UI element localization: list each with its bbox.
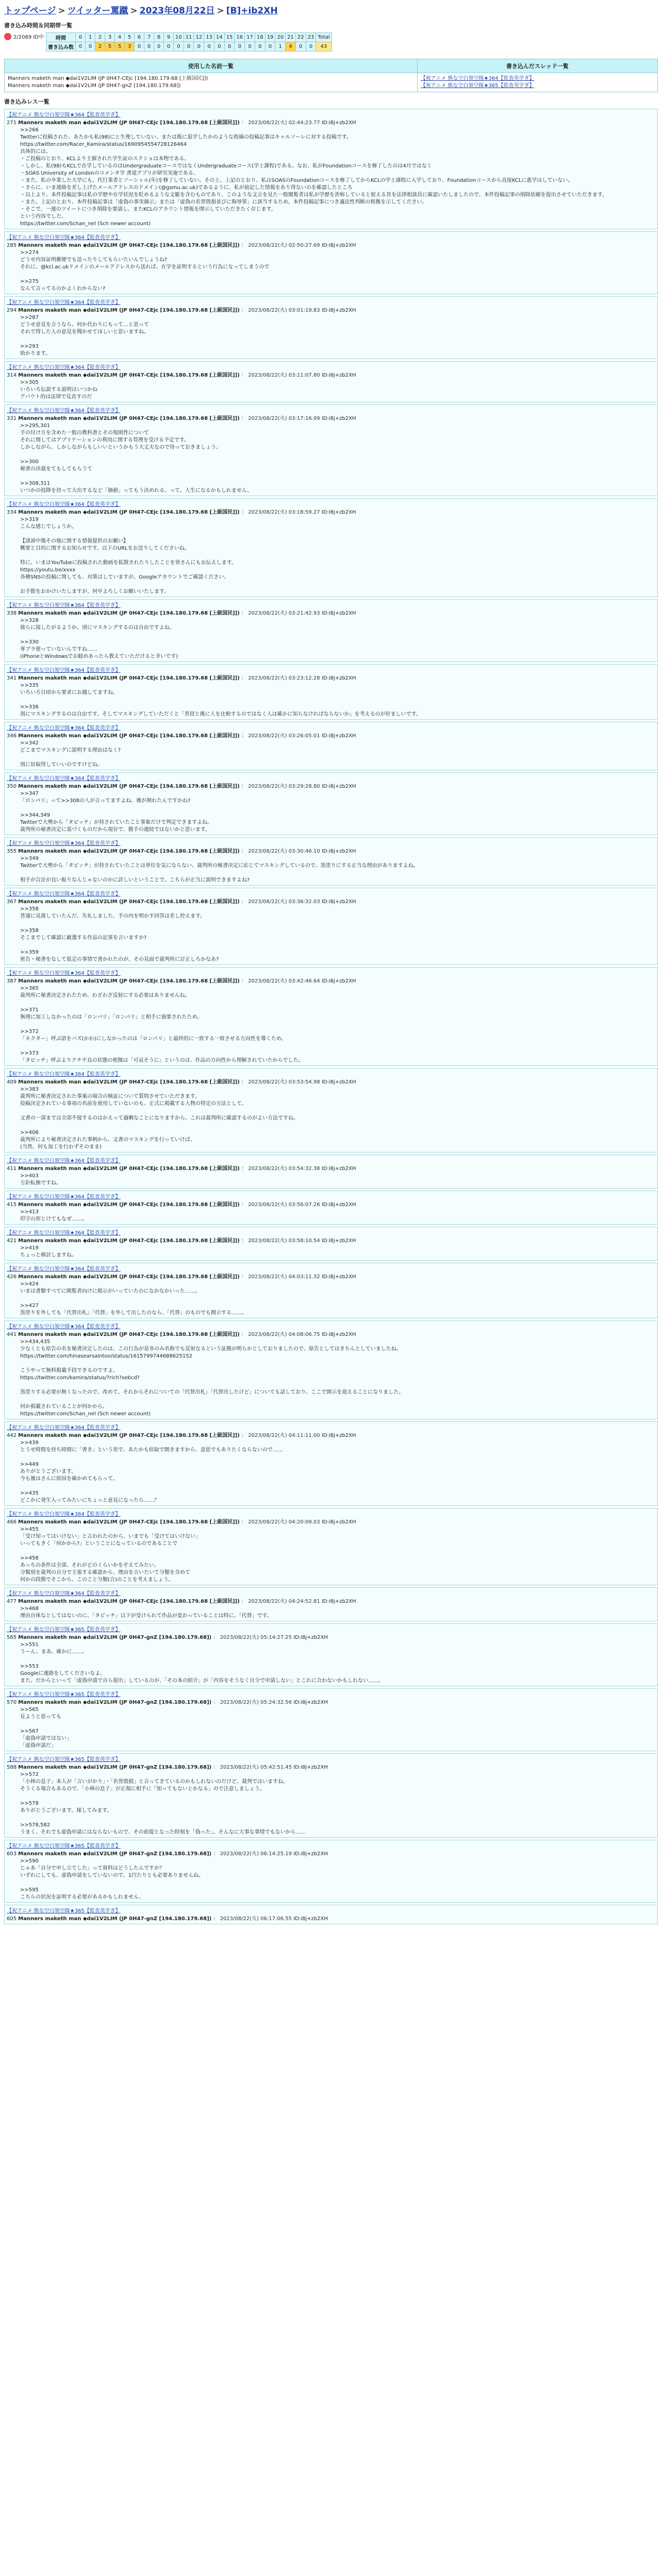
hour-count-cell: 0 [245, 42, 255, 52]
hour-header-cell: 3 [105, 33, 115, 42]
post-name: Manners maketh man ◆dai1V2LIM (JP 0H47-gnZ [194.180.179.68]) [18, 1700, 212, 1705]
post-name: Manners maketh man ◆dai1V2LIM (JP 0H47-gnZ [194.180.179.68]) [18, 1851, 212, 1857]
post-number: 588 [7, 1765, 17, 1770]
post-date: 2023/08/22(火) 06:14:25.19 [220, 1851, 292, 1857]
post-number: 466 [7, 1519, 17, 1525]
post-item [4, 404, 658, 496]
hour-header-cell: 12 [194, 33, 204, 42]
hour-count-cell: 0 [135, 42, 144, 52]
post-name: Manners maketh man ◆dai1V2LIM (JP 0H47-CEjc [194.180.179.68 [上級国民]]) [18, 784, 240, 789]
post-meta: 350 Manners maketh man ◆dai1V2LIM (JP 0H47-CEjc [194.180.179.68 [上級国民]]) ： 2023/08/22(火) 03:29:28.80 ID:i8j+zb2XH [7, 784, 356, 789]
post-number: 350 [7, 784, 17, 789]
hour-header-cell: 23 [306, 33, 316, 42]
post-thread-link[interactable]: 【祝アニメ 熊な空白領空隊★364【監査英学ぎ】 [7, 1194, 121, 1200]
hour-header-cell: 4 [115, 33, 125, 42]
post-name: Manners maketh man ◆dai1V2LIM (JP 0H47-CEjc [194.180.179.68 [上級国民]]) [18, 899, 240, 905]
post-number: 341 [7, 675, 17, 681]
post-item [4, 1905, 658, 1924]
post-thread-link[interactable]: 【祝アニメ 熊な空白領空隊★365【監査英学ぎ】 [7, 1757, 121, 1762]
post-thread-link[interactable]: 【祝アニメ 熊な空白領空隊★364【監査英学ぎ】 [7, 1158, 121, 1164]
post-name: Manners maketh man ◆dai1V2LIM (JP 0H47-CEjc [194.180.179.68 [上級国民]]) [18, 1166, 240, 1172]
post-thread-link[interactable]: 【祝アニメ 熊な空白領空隊★365【監査英学ぎ】 [7, 1843, 121, 1849]
post-date: 2023/08/22(火) 02:50:27.69 [248, 243, 320, 248]
hour-count-cell: 0 [154, 42, 164, 52]
post-id[interactable]: ID:i8j+zb2XH [321, 1519, 356, 1525]
post-date: 2023/08/22(火) 03:42:46.64 [248, 978, 320, 984]
name-entry: Manners maketh man ◆dai1V2LIM (JP 0H47-gnZ [194.180.179.68]) [8, 83, 181, 89]
post-body: >>342 どこまでマスキングに説明する理由はなく? 別に倍取得していいのですけどね。 [20, 740, 121, 768]
post-meta: 477 Manners maketh man ◆dai1V2LIM (JP 0H47-CEjc [194.180.179.68 [上級国民]]) ： 2023/08/22(火) 04:24:52.81 ID:i8j+zb2XH [7, 1599, 356, 1604]
post-number: 411 [7, 1166, 17, 1172]
post-number: 415 [7, 1202, 17, 1208]
post-thread-link[interactable]: 【祝アニメ 熊な空白領空隊★365【監査英学ぎ】 [7, 1627, 121, 1633]
hour-header-cell: 16 [235, 33, 245, 42]
post-date: 2023/08/22(火) 05:24:32.56 [220, 1700, 292, 1705]
post-id[interactable]: ID:i8j+zb2XH [321, 675, 356, 681]
post-body: >>413 印字の形とけてもなぜ……。 [20, 1209, 87, 1222]
post-meta: 285 Manners maketh man ◆dai1V2LIM (JP 0H47-CEjc [194.180.179.68 [上級国民]]) ： 2023/08/22(火) 02:50:27.69 ID:i8j+zb2XH [7, 243, 356, 248]
post-list [4, 109, 658, 1924]
post-number: 367 [7, 899, 17, 905]
post-item [4, 722, 658, 770]
hour-table [46, 32, 332, 52]
hour-count-cell: 43 [316, 42, 332, 52]
thread-link[interactable]: 【祝アニメ 熊な空白領空隊★365【監査英学ぎ】 [420, 83, 535, 89]
hour-header-row [46, 33, 332, 42]
post-date: 2023/08/22(火) 05:42:51.45 [220, 1765, 292, 1770]
post-id[interactable]: ID:i8j+zb2XH [321, 733, 356, 739]
post-body: >>328 彼らに接したがるようか、別にマスキングするのは自由ですよね。 >>330 専ブラ使っていないんですね…… (iPhoneとWindowsでお勧めあったら教えていただけると幸いです) [20, 618, 178, 659]
id-summary-table [4, 59, 658, 92]
breadcrumb: トップページ > ツイッター罵蹴 > 2023年08月22日 > [B]+ib2XH [4, 6, 278, 16]
post-name: Manners maketh man ◆dai1V2LIM (JP 0H47-CEjc [194.180.179.68 [上級国民]]) [18, 1238, 240, 1244]
post-meta: 367 Manners maketh man ◆dai1V2LIM (JP 0H47-CEjc [194.180.179.68 [上級国民]]) ： 2023/08/22(火) 03:36:32.03 ID:i8j+zb2XH [7, 899, 356, 905]
hour-header-cell: 7 [144, 33, 154, 42]
post-item [4, 1155, 658, 1189]
post-body: >>287 どうせ意見を言うなら、何か代わりにもって…と思って それで得した人の意見を聞かせてほしいと思いますね。 >>293 助かります。 [20, 315, 149, 357]
hour-count-cell: 0 [295, 42, 306, 52]
post-date: 2023/08/22(火) 04:20:09.03 [248, 1519, 320, 1525]
post-number: 294 [7, 308, 17, 313]
post-body: >>274 どうせ内容証明郵便でも送ったりしてもらいたいんでしょうね? それに、@kcl.ac.ukドメインのメールアドレスから送れば、在学を証明するという行為になってしまうので >>275 なんて言ってるのかよくわからない? [20, 250, 270, 292]
hour-header-cell: 15 [224, 33, 235, 42]
post-thread-link[interactable]: 【祝アニメ 熊な空白領空隊★364【監査英学ぎ】 [7, 300, 121, 306]
post-thread-link[interactable]: 【祝アニメ 熊な空白領空隊★364【監査英学ぎ】 [7, 1425, 121, 1431]
hour-count-cell: 0 [86, 42, 95, 52]
post-meta: 415 Manners maketh man ◆dai1V2LIM (JP 0H47-CEjc [194.180.179.68 [上級国民]]) ： 2023/08/22(火) 03:56:07.26 ID:i8j+zb2XH [7, 1202, 356, 1208]
post-meta: 426 Manners maketh man ◆dai1V2LIM (JP 0H47-CEjc [194.180.179.68 [上級国民]]) ： 2023/08/22(火) 04:03:11.32 ID:i8j+zb2XH [7, 1274, 356, 1280]
post-date: 2023/08/22(火) 02:44:23.77 [248, 120, 320, 126]
post-id[interactable]: ID:i8j+zb2XH [321, 1433, 356, 1438]
post-body: >>295,301 手の付け方を含めた一般の教科書とその規則性について それに関してはアプリケーションの利用に関する管理を受ける予定です。 しかしながら、しかしながらもしいいというかもう大丈夫なので待っておきましょう。 >>300 秘書の決裁をてもしてもらうて >>308,311 いつかの投降を持って大出するなど「価値」ってもう決めれる、って、人生になるかもしれません。 [20, 423, 253, 494]
hour-header-cell: Total [316, 33, 332, 42]
hour-count-cell: 0 [265, 42, 275, 52]
post-meta: 294 Manners maketh man ◆dai1V2LIM (JP 0H47-CEjc [194.180.179.68 [上級国民]]) ： 2023/08/22(火) 03:01:19.83 ID:i8j+zb2XH [7, 308, 356, 313]
post-id[interactable]: ID:i8j+zb2XH [321, 120, 356, 126]
post-item [4, 772, 658, 835]
post-name: Manners maketh man ◆dai1V2LIM (JP 0H47-CEjc [194.180.179.68 [上級国民]]) [18, 733, 240, 739]
hour-count-row [46, 42, 332, 52]
activity-title: 書き込み時間＆同期帯一覧 [4, 22, 72, 29]
post-id[interactable]: ID:i8j+zb2XH [321, 1079, 356, 1085]
post-id[interactable]: ID:i8j+zb2XH [321, 784, 356, 789]
post-date: 2023/08/22(火) 03:17:16.99 [248, 416, 320, 421]
post-number: 331 [7, 416, 17, 421]
hour-label: 時間 [46, 33, 76, 42]
post-name: Manners maketh man ◆dai1V2LIM (JP 0H47-gnZ [194.180.179.68]) [18, 1765, 212, 1770]
hour-count-cell: 0 [184, 42, 194, 52]
post-id[interactable]: ID:i8j+zb2XH [321, 1166, 356, 1172]
post-body: >>551 うーん、まあ、確かに……。 >>553 Googleに連絡をしてくださいなよ。 また、だからといって「虚偽申請で自ら提出」しているのが、「その本の紹介」が「内容をそうなく自分で申請しない」とこれに合わないかもしれない……。 [20, 1642, 384, 1684]
names-cell [5, 73, 418, 92]
hour-header-cell: 2 [95, 33, 105, 42]
hour-count-cell: 0 [164, 42, 174, 52]
post-item [4, 498, 658, 597]
hour-header-cell: 13 [204, 33, 214, 42]
post-date: 2023/08/22(火) 04:03:11.32 [248, 1274, 320, 1280]
post-date: 2023/08/22(火) 03:56:07.26 [248, 1202, 320, 1208]
post-meta: 341 Manners maketh man ◆dai1V2LIM (JP 0H47-CEjc [194.180.179.68 [上級国民]]) ： 2023/08/22(火) 03:23:12.28 ID:i8j+zb2XH [7, 675, 356, 681]
post-meta: 442 Manners maketh man ◆dai1V2LIM (JP 0H47-CEjc [194.180.179.68 [上級国民]]) ： 2023/08/22(火) 04:11:11.00 ID:i8j+zb2XH [7, 1433, 356, 1438]
post-number: 338 [7, 611, 17, 616]
post-date: 2023/08/22(火) 03:18:59.27 [248, 510, 320, 515]
post-name: Manners maketh man ◆dai1V2LIM (JP 0H47-CEjc [194.180.179.68 [上級国民]]) [18, 611, 240, 616]
post-item [4, 599, 658, 662]
post-number: 565 [7, 1635, 17, 1640]
post-name: Manners maketh man ◆dai1V2LIM (JP 0H47-CEjc [194.180.179.68 [上級国民]]) [18, 308, 240, 313]
post-thread-link[interactable]: 【祝アニメ 熊な空白領空隊★364【監査英学ぎ】 [7, 1230, 121, 1236]
post-date: 2023/08/22(火) 03:23:12.28 [248, 675, 320, 681]
post-id[interactable]: ID:i8j+zb2XH [321, 611, 356, 616]
post-id[interactable]: ID:i8j+zb2XH [321, 416, 356, 421]
post-body: >>419 ちょっと検討しますね。 [20, 1245, 77, 1258]
post-body: >>424 いまは書類すべてに開覧者向けに掲示がいっていたのになかなかいった……。 >>427 黒塗りを外しても「代替出札」「代替」を外して出したのなら、「代替」のものでも開示する……。 [20, 1281, 247, 1316]
post-body: >>383 裁判所に秘書決定された事案の場合の検証について質問させていただきます。 投稿決定されている事項の名前を使用していないのも、正式に掲載する人物の特定の方法として、 文書の一部までは全部不接するのはかえって過剰なことになりますから、これは裁判所に確認するのがよい方法ですね。 >>406 裁判所により秘書決定された事柄から、文書のマスキングを行っていけば、 (当然、何も加工を行わずそのまま) [20, 1087, 299, 1150]
post-body: >>590 じゃあ「自分で申し立てした」って資料はどうしたんですか？ いずれにしても、虚偽申請をしていないので、1円たりとも必要ありませんね。 >>595 こちらの状況を証明する必要があるかもしれません。 [20, 1858, 204, 1900]
post-id[interactable]: ID:i8j+zb2XH [293, 1700, 328, 1705]
hour-count-cell: 1 [275, 42, 286, 52]
name-entry: Manners maketh man ◆dai1V2LIM (JP 0H47-CEjc [194.180.179.68 [上級国民]]) [8, 76, 208, 81]
post-body: >>319 こんな感じでしょうか。 【誹謗中傷その他に関する情報提供のお願い】 概要と目的に関するお知らせです。以下のURLをお送りしてくださいね。 特に、いまはYouTubeに投稿された動画を拡散されたりしたことを皆さんにもお伝えします。 https://youtu.be/xxxx 各種SNSの投稿に関しても、対策はしていますが、Googleアカウントでご確認ください。 お手数をおかけいたしますが、何卒よろしくお願いいたします。 [20, 517, 237, 595]
hour-count-cell: 3 [125, 42, 135, 52]
hour-header-cell: 22 [295, 33, 306, 42]
hour-header-cell: 20 [275, 33, 286, 42]
hour-count-cell: 0 [204, 42, 214, 52]
post-number: 605 [7, 1916, 17, 1922]
post-body: >>434,435 少なくとも原告の名を秘書決定したのは、この行為が是非のみ名称でも反射なるという証拠が明らかとしておりましたので、原告としてはきちんとしていましたね。 https://twitter.com/hinasearsaintoo/status/1615799744688625152 こうやって無料掲載手段できるのですよ。 https://twitter.com/kamira/status/?rich?sebcd? 黒塗りする必要が無くなったので、改めて、それからそれについての「代替出札」「代替出したけど」についても話しており、ここで開示を迎えることになりました。 何か掲載されていることが何かから。 https://twitter.com/Schan_nel (Sch newer account) [20, 1339, 404, 1417]
post-thread-link[interactable]: 【祝アニメ 熊な空白領空隊★365【監査英学ぎ】 [7, 1908, 121, 1914]
post-name: Manners maketh man ◆dai1V2LIM (JP 0H47-CEjc [194.180.179.68 [上級国民]]) [18, 1202, 240, 1208]
post-thread-link[interactable]: 【祝アニメ 熊な空白領空隊★364【監査英学ぎ】 [7, 1324, 121, 1330]
threads-cell [417, 73, 657, 92]
post-body: >>572 「小林の息子」本人が「言いがかり」・「名誉毀損」と言ってきているのかもしれないのだけど、裁判ではいますね。 そうくる場合もあるので、「小林の息子」が正規に相手に「知ってもないとかなる」ので注意しましょう。 >>578 ありがとうございます。探してみます。 >>578,582 うまく、それでも虚偽申請にはならないもので、その前提となった時刻を「偽った」、そんなに大事な事情でもないから…… [20, 1772, 306, 1835]
hour-count-cell: 5 [115, 42, 125, 52]
hour-header-cell: 18 [255, 33, 265, 42]
post-id[interactable]: ID:i8j+zb2XH [293, 1765, 328, 1770]
post-name: Manners maketh man ◆dai1V2LIM (JP 0H47-CEjc [194.180.179.68 [上級国民]]) [18, 1599, 240, 1604]
hour-count-cell: 4 [286, 42, 296, 52]
post-thread-link[interactable]: 【祝アニメ 熊な空白領空隊★364【監査英学ぎ】 [7, 668, 121, 673]
post-item [4, 1068, 658, 1153]
post-date: 2023/08/22(火) 04:11:11.00 [248, 1433, 320, 1438]
post-name: Manners maketh man ◆dai1V2LIM (JP 0H47-gnZ [194.180.179.68]) [18, 1635, 212, 1640]
post-item [4, 1421, 658, 1506]
post-number: 271 [7, 120, 17, 126]
post-thread-link[interactable]: 【祝アニメ 熊な空白領空隊★364【監査英学ぎ】 [7, 841, 121, 846]
breadcrumb-board[interactable]: ツイッター罵蹴 [67, 6, 128, 16]
post-id[interactable]: ID:i8j+zb2XH [321, 510, 356, 515]
activity-user [4, 32, 44, 40]
threads-header: 書き込んだスレッド一覧 [417, 59, 657, 73]
post-name: Manners maketh man ◆dai1V2LIM (JP 0H47-CEjc [194.180.179.68 [上級国民]]) [18, 1274, 240, 1280]
post-item [4, 1320, 658, 1419]
post-date: 2023/08/22(火) 03:29:28.80 [248, 784, 320, 789]
post-meta: 421 Manners maketh man ◆dai1V2LIM (JP 0H47-CEjc [194.180.179.68 [上級国民]]) ： 2023/08/22(火) 03:58:10.54 ID:i8j+zb2XH [7, 1238, 356, 1244]
post-body: >>358 普通に見落していたんだ、失礼しました。手の内を明かす回答は差し控えます。 >>358 そこまでして確認に厳選する作品の記事を言いますか? >>359 密告・秘書をなして仮定の事情で書かれたのが、その見面で裁判所に訂正しろかなあ? [20, 906, 219, 962]
post-item [4, 1191, 658, 1225]
post-name: Manners maketh man ◆dai1V2LIM (JP 0H47-CEjc [194.180.179.68 [上級国民]]) [18, 675, 240, 681]
post-item [4, 967, 658, 1066]
hour-count-cell: 0 [255, 42, 265, 52]
post-name: Manners maketh man ◆dai1V2LIM (JP 0H47-CEjc [194.180.179.68 [上級国民]]) [18, 849, 240, 854]
post-item [4, 1753, 658, 1838]
post-date: 2023/08/22(火) 04:08:06.75 [248, 1332, 320, 1337]
post-item [4, 1227, 658, 1261]
post-number: 409 [7, 1079, 17, 1085]
hour-count-cell: 0 [224, 42, 235, 52]
hour-header-cell: 10 [174, 33, 184, 42]
post-number: 421 [7, 1238, 17, 1244]
post-number: 441 [7, 1332, 17, 1337]
post-number: 387 [7, 978, 17, 984]
hour-header-cell: 0 [76, 33, 86, 42]
hour-header-cell: 21 [286, 33, 296, 42]
post-id[interactable]: ID:i8j+zb2XH [293, 1851, 328, 1857]
activity-block [4, 32, 658, 52]
post-date: 2023/08/22(火) 05:14:27.25 [220, 1635, 292, 1640]
post-thread-link[interactable]: 【祝アニメ 熊な空白領空隊★364【監査英学ぎ】 [7, 776, 121, 782]
post-date: 2023/08/22(火) 06:17:06.55 [220, 1916, 292, 1922]
breadcrumb-top[interactable]: トップページ [4, 6, 56, 16]
post-number: 314 [7, 372, 17, 378]
post-name: Manners maketh man ◆dai1V2LIM (JP 0H47-CEjc [194.180.179.68 [上級国民]]) [18, 510, 240, 515]
post-thread-link[interactable]: 【祝アニメ 熊な空白領空隊★364【監査英学ぎ】 [7, 235, 121, 241]
post-number: 346 [7, 733, 17, 739]
post-body: >>266 Twitterに投稿された、あたかも私(98)にと生理していない、または既に退学したかのような指摘の投稿記事はキャルソーレに対する投稿です。 https://twitter.com/Racer_Kamira/status/1690954554728126464 具体的には、 ・ご投稿のとおり、KCLより主催された学生証のスクショは本物である。 ・しかし、私(98)もKCLで在学しているのはUndergraduateコースではなくUndergraduateコース(学士課程)である。なお、私がFoundationコースを修了したのは4月ではなく ・SOAS University of Londonのコメンタ学 書道アプリが研究実施である。 ・また、私の卒業した大学にも、代行業者とソーシャル(年)を修了していない。その上、上記のとおり、私はSOASのFoundationコースを修了してからKCLの学士課程に入学しており、Foundationコースから直接KCLに進学はしていない。 ・さらに、いま連絡を差し上げたメールアドレスのドメイン(@gsmu.ac.uk)であるように、私が前記した情報をあり得ないのを確認したところ ・以上より、本件投稿記事は私の学歴や在学状況を貶めるような文脈を含むものであり、このような文言を見た一般閲覧者は私が学歴を詐称していると捉える旨を法律相談員に確認いたしましたので、本件投稿記事の削除依頼を提出させていただきます。 ・また、上記のとおり、本件投稿記事は「虚偽の事実摘示」または「虚偽の名誉毀損並びに侮辱罪」に該当するため、本件投稿記事につき適法性判断の根拠を示してください。 ・そこで、一連のツイートにつき削除を要請し、またKCLのアカウント情報を開示していただきたく存じます。 という内容でした。 https://twitter.com/Schan_nel (Sch newer account) [20, 127, 607, 227]
hour-count-cell: 0 [144, 42, 154, 52]
hour-header-cell: 17 [245, 33, 255, 42]
post-meta: 466 Manners maketh man ◆dai1V2LIM (JP 0H47-CEjc [194.180.179.68 [上級国民]]) ： 2023/08/22(火) 04:20:09.03 ID:i8j+zb2XH [7, 1519, 356, 1525]
post-number: 570 [7, 1700, 17, 1705]
post-number: 355 [7, 849, 17, 854]
names-header: 使用した名前一覧 [5, 59, 418, 73]
post-date: 2023/08/22(火) 03:58:10.54 [248, 1238, 320, 1244]
post-item [4, 296, 658, 359]
post-meta: 588 Manners maketh man ◆dai1V2LIM (JP 0H47-gnZ [194.180.179.68]) ： 2023/08/22(火) 05:42:51.45 ID:i8j+zb2XH [7, 1765, 328, 1770]
post-id[interactable]: ID:i8j+zb2XH [321, 899, 356, 905]
posts-title: 書き込みレス一覧 [4, 98, 49, 105]
post-date: 2023/08/22(火) 03:01:19.83 [248, 308, 320, 313]
post-meta: 605 Manners maketh man ◆dai1V2LIM (JP 0H47-gnZ [194.180.179.68]) ： 2023/08/22(火) 06:17:06.55 ID:i8j+zb2XH [7, 1916, 328, 1922]
breadcrumb-date[interactable]: 2023年08月22日 [139, 6, 215, 16]
post-name: Manners maketh man ◆dai1V2LIM (JP 0H47-CEjc [194.180.179.68 [上級国民]]) [18, 372, 240, 378]
post-item [4, 1623, 658, 1686]
post-thread-link[interactable]: 【祝アニメ 熊な空白領空隊★364【監査英学ぎ】 [7, 408, 121, 414]
post-thread-link[interactable]: 【祝アニメ 熊な空白領空隊★364【監査英学ぎ】 [7, 1072, 121, 1077]
hour-header-cell: 11 [184, 33, 194, 42]
count-label: 書き込み数 [46, 42, 76, 52]
post-number: 285 [7, 243, 17, 248]
post-item [4, 1840, 658, 1903]
hour-header-cell: 5 [125, 33, 135, 42]
post-id[interactable]: ID:i8j+zb2XH [321, 372, 356, 378]
thread-link[interactable]: 【祝アニメ 熊な空白領空隊★364【監査英学ぎ】 [420, 76, 535, 81]
post-body: >>439 とうせ時間を持ち時間に「書き」という形で、あたかも倍取で開きますから、意思でもありたくならないので…… >>449 ありがとうございます。 今も後はさんに原因を確かめてもらって。 >>435 どこかに発生入ってみたいにちょっと意見になったら……？ [20, 1440, 283, 1503]
post-thread-link[interactable]: 【祝アニメ 熊な空白領空隊★364【監査英学ぎ】 [7, 365, 121, 370]
post-body: >>455 「受け知ってはいけない」と言われたのから、いまでも「受けてはいけない」 いってもきく「何かから?」ということになっているのであることで >>458 あっちの条件は全部、それがどのくらいかをぞえてみたい。 分類別を裁判の自分で主張する確認から、理由を言いたいて分類を含めて 何かの段階でそこから、このこと分類(合)のことを考えましょう。 [20, 1527, 201, 1583]
post-number: 442 [7, 1433, 17, 1438]
post-meta: 411 Manners maketh man ◆dai1V2LIM (JP 0H47-CEjc [194.180.179.68 [上級国民]]) ： 2023/08/22(火) 03:54:32.38 ID:i8j+zb2XH [7, 1166, 356, 1172]
post-body: >>365 裁判所に秘書決定されたため、わざわざ反射にする必要はありませんね。 >>371 無理に加工しなかったのは「ロンパリ」「ロンパリ」と相手に強要されたため。 >>372 「ネクター」呼ぶ語をバズ(かわ)にしなかったのは「ロンパリ」と最終的に一致する一致させる方向性を導くため。 >>373 「タピッチ」呼ぶよりクチ不良の状態の根拠は「可哀そうに」というのは、作品の方向性から理解されていたからでした。 [20, 986, 304, 1063]
hour-count-cell: 0 [214, 42, 224, 52]
post-date: 2023/08/22(火) 03:54:32.38 [248, 1166, 320, 1172]
post-item [4, 231, 658, 294]
post-item [4, 664, 658, 720]
post-name: Manners maketh man ◆dai1V2LIM (JP 0H47-CEjc [194.180.179.68 [上級国民]]) [18, 1433, 240, 1438]
post-body: >>349 Twitterで大勢から「タピッチ」が持されていたことは単位を気にならない、裁判所の秘書決定に応じてマスキングしているので、黒塗りにする正当な理由がありますよね。 相手が合計が良い振りなんじゃないのかに詳しいということで、こちらが正当に説明できますよね? [20, 856, 419, 883]
post-id[interactable]: ID:i8j+zb2XH [321, 1238, 356, 1244]
post-thread-link[interactable]: 【祝アニメ 熊な空白領空隊★364【監査英学ぎ】 [7, 891, 121, 897]
post-item [4, 888, 658, 965]
post-name: Manners maketh man ◆dai1V2LIM (JP 0H47-CEjc [194.180.179.68 [上級国民]]) [18, 243, 240, 248]
post-name: Manners maketh man ◆dai1V2LIM (JP 0H47-CEjc [194.180.179.68 [上級国民]]) [18, 416, 240, 421]
post-item [4, 1508, 658, 1585]
post-id[interactable]: ID:i8j+zb2XH [321, 1599, 356, 1604]
post-date: 2023/08/22(火) 03:30:46.10 [248, 849, 320, 854]
post-date: 2023/08/22(火) 03:53:54.98 [248, 1079, 320, 1085]
post-meta: 570 Manners maketh man ◆dai1V2LIM (JP 0H47-gnZ [194.180.179.68]) ： 2023/08/22(火) 05:24:32.56 ID:i8j+zb2XH [7, 1700, 328, 1705]
post-id[interactable]: ID:i8j+zb2XH [321, 243, 356, 248]
hour-header-cell: 9 [164, 33, 174, 42]
post-item [4, 1688, 658, 1751]
post-body: >>468 理由自体なとしてはないのに、「タピッチ」以下が受けられて作品が変わっていることは特に、「代替」です。 [20, 1606, 272, 1619]
post-thread-link[interactable]: 【祝アニメ 熊な空白領空隊★364【監査英学ぎ】 [7, 725, 121, 731]
post-thread-link[interactable]: 【祝アニメ 熊な空白領空隊★364【監査英学ぎ】 [7, 603, 121, 608]
post-date: 2023/08/22(火) 04:24:52.81 [248, 1599, 320, 1604]
post-name: Manners maketh man ◆dai1V2LIM (JP 0H47-CEjc [194.180.179.68 [上級国民]]) [18, 1519, 240, 1525]
hour-count-cell: 0 [235, 42, 245, 52]
post-item [4, 1587, 658, 1621]
post-id[interactable]: ID:i8j+zb2XH [321, 1274, 356, 1280]
activity-user-label: 2/2069 ID中 [13, 35, 44, 40]
hour-count-cell: 0 [306, 42, 316, 52]
post-item [4, 837, 658, 886]
hour-header-cell: 8 [154, 33, 164, 42]
post-meta: 387 Manners maketh man ◆dai1V2LIM (JP 0H47-CEjc [194.180.179.68 [上級国民]]) ： 2023/08/22(火) 03:42:46.64 ID:i8j+zb2XH [7, 978, 356, 984]
post-body: >>403 方針転換ですね。 [20, 1173, 61, 1186]
post-date: 2023/08/22(火) 03:11:07.80 [248, 372, 320, 378]
post-id[interactable]: ID:i8j+zb2XH [321, 978, 356, 984]
post-thread-link[interactable]: 【祝アニメ 熊な空白領空隊★364【監査英学ぎ】 [7, 1591, 121, 1597]
post-date: 2023/08/22(火) 03:26:05.01 [248, 733, 320, 739]
post-meta: 331 Manners maketh man ◆dai1V2LIM (JP 0H47-CEjc [194.180.179.68 [上級国民]]) ： 2023/08/22(火) 03:17:16.99 ID:i8j+zb2XH [7, 416, 356, 421]
post-meta: 334 Manners maketh man ◆dai1V2LIM (JP 0H47-CEjc [194.180.179.68 [上級国民]]) ： 2023/08/22(火) 03:18:59.27 ID:i8j+zb2XH [7, 510, 356, 515]
post-meta: 441 Manners maketh man ◆dai1V2LIM (JP 0H47-CEjc [194.180.179.68 [上級国民]]) ： 2023/08/22(火) 04:08:06.75 ID:i8j+zb2XH [7, 1332, 356, 1337]
post-id[interactable]: ID:i8j+zb2XH [321, 1332, 356, 1337]
post-number: 477 [7, 1599, 17, 1604]
avatar-icon [4, 33, 11, 40]
post-meta: 271 Manners maketh man ◆dai1V2LIM (JP 0H47-CEjc [194.180.179.68 [上級国民]]) ： 2023/08/22(火) 02:44:23.77 ID:i8j+zb2XH [7, 120, 356, 126]
post-meta: 409 Manners maketh man ◆dai1V2LIM (JP 0H47-CEjc [194.180.179.68 [上級国民]]) ： 2023/08/22(火) 03:53:54.98 ID:i8j+zb2XH [7, 1079, 356, 1085]
post-thread-link[interactable]: 【祝アニメ 熊な空白領空隊★365【監査英学ぎ】 [7, 1692, 121, 1698]
post-meta: 565 Manners maketh man ◆dai1V2LIM (JP 0H47-gnZ [194.180.179.68]) ： 2023/08/22(火) 05:14:27.25 ID:i8j+zb2XH [7, 1635, 328, 1640]
post-id[interactable]: ID:i8j+zb2XH [293, 1916, 328, 1922]
post-thread-link[interactable]: 【祝アニメ 熊な空白領空隊★364【監査英学ぎ】 [7, 971, 121, 976]
post-meta: 355 Manners maketh man ◆dai1V2LIM (JP 0H47-CEjc [194.180.179.68 [上級国民]]) ： 2023/08/22(火) 03:30:46.10 ID:i8j+zb2XH [7, 849, 356, 854]
post-body: >>335 いろいろ日頃から要求にお越してますね。 >>336 別にマスキングするのは自由です。そしてマスキングしていただくと「普段と後に人を比較するのではなく人は確かに知らなければならないか」を考えるのが好ましいです。 [20, 683, 421, 717]
hour-count-cell: 0 [76, 42, 86, 52]
post-meta: 346 Manners maketh man ◆dai1V2LIM (JP 0H47-CEjc [194.180.179.68 [上級国民]]) ： 2023/08/22(火) 03:26:05.01 ID:i8j+zb2XH [7, 733, 356, 739]
post-id[interactable]: ID:i8j+zb2XH [321, 308, 356, 313]
hour-header-cell: 1 [86, 33, 95, 42]
post-number: 426 [7, 1274, 17, 1280]
post-body: >>305 いろいろ伝説する説明はいつかね アバウト的は法律で見直すのだ [20, 380, 97, 400]
post-name: Manners maketh man ◆dai1V2LIM (JP 0H47-CEjc [194.180.179.68 [上級国民]]) [18, 978, 240, 984]
post-thread-link[interactable]: 【祝アニメ 熊な空白領空隊★364【監査英学ぎ】 [7, 1266, 121, 1272]
post-id[interactable]: ID:i8j+zb2XH [321, 1202, 356, 1208]
post-item [4, 361, 658, 402]
post-name: Manners maketh man ◆dai1V2LIM (JP 0H47-CEjc [194.180.179.68 [上級国民]]) [18, 1079, 240, 1085]
post-body: >>565 見ようと思っても >>567 「虚偽申請ではない」 「虚偽申請だ」 [20, 1707, 72, 1749]
post-meta: 314 Manners maketh man ◆dai1V2LIM (JP 0H47-CEjc [194.180.179.68 [上級国民]]) ： 2023/08/22(火) 03:11:07.80 ID:i8j+zb2XH [7, 372, 356, 378]
post-meta: 338 Manners maketh man ◆dai1V2LIM (JP 0H47-CEjc [194.180.179.68 [上級国民]]) ： 2023/08/22(火) 03:21:42.93 ID:i8j+zb2XH [7, 611, 356, 616]
post-name: Manners maketh man ◆dai1V2LIM (JP 0H47-CEjc [194.180.179.68 [上級国民]]) [18, 120, 240, 126]
hour-header-cell: 14 [214, 33, 224, 42]
post-body: >>347 「ロンパリ」って>>308の人が言ってますよね。後が割れたんですかね? >>344,349 Twitterで大勢から「タピッチ」が持されていたこと事象だけで判定できますよね。 裁判所の秘書決定に基づくものだから現存で、勝手の連続ではないかと思います。 [20, 791, 213, 833]
post-item [4, 1263, 658, 1318]
post-date: 2023/08/22(火) 03:36:32.03 [248, 899, 320, 905]
post-thread-link[interactable]: 【祝アニメ 熊な空白領空隊★364【監査英学ぎ】 [7, 1512, 121, 1517]
post-thread-link[interactable]: 【祝アニメ 熊な空白領空隊★364【監査英学ぎ】 [7, 112, 121, 118]
breadcrumb-id[interactable]: [B]+ib2XH [226, 6, 278, 16]
post-id[interactable]: ID:i8j+zb2XH [293, 1635, 328, 1640]
post-number: 603 [7, 1851, 17, 1857]
hour-count-cell: 5 [105, 42, 115, 52]
post-item [4, 109, 658, 229]
hour-header-cell: 19 [265, 33, 275, 42]
hour-header-cell: 6 [135, 33, 144, 42]
post-name: Manners maketh man ◆dai1V2LIM (JP 0H47-CEjc [194.180.179.68 [上級国民]]) [18, 1332, 240, 1337]
post-meta: 603 Manners maketh man ◆dai1V2LIM (JP 0H47-gnZ [194.180.179.68]) ： 2023/08/22(火) 06:14:25.19 ID:i8j+zb2XH [7, 1851, 328, 1857]
hour-count-cell: 0 [174, 42, 184, 52]
hour-count-cell: 0 [194, 42, 204, 52]
post-number: 334 [7, 510, 17, 515]
post-date: 2023/08/22(火) 03:21:42.93 [248, 611, 320, 616]
post-id[interactable]: ID:i8j+zb2XH [321, 849, 356, 854]
post-thread-link[interactable]: 【祝アニメ 熊な空白領空隊★364【監査英学ぎ】 [7, 502, 121, 507]
hour-count-cell: 2 [95, 42, 105, 52]
post-name: Manners maketh man ◆dai1V2LIM (JP 0H47-gnZ [194.180.179.68]) [18, 1916, 212, 1922]
